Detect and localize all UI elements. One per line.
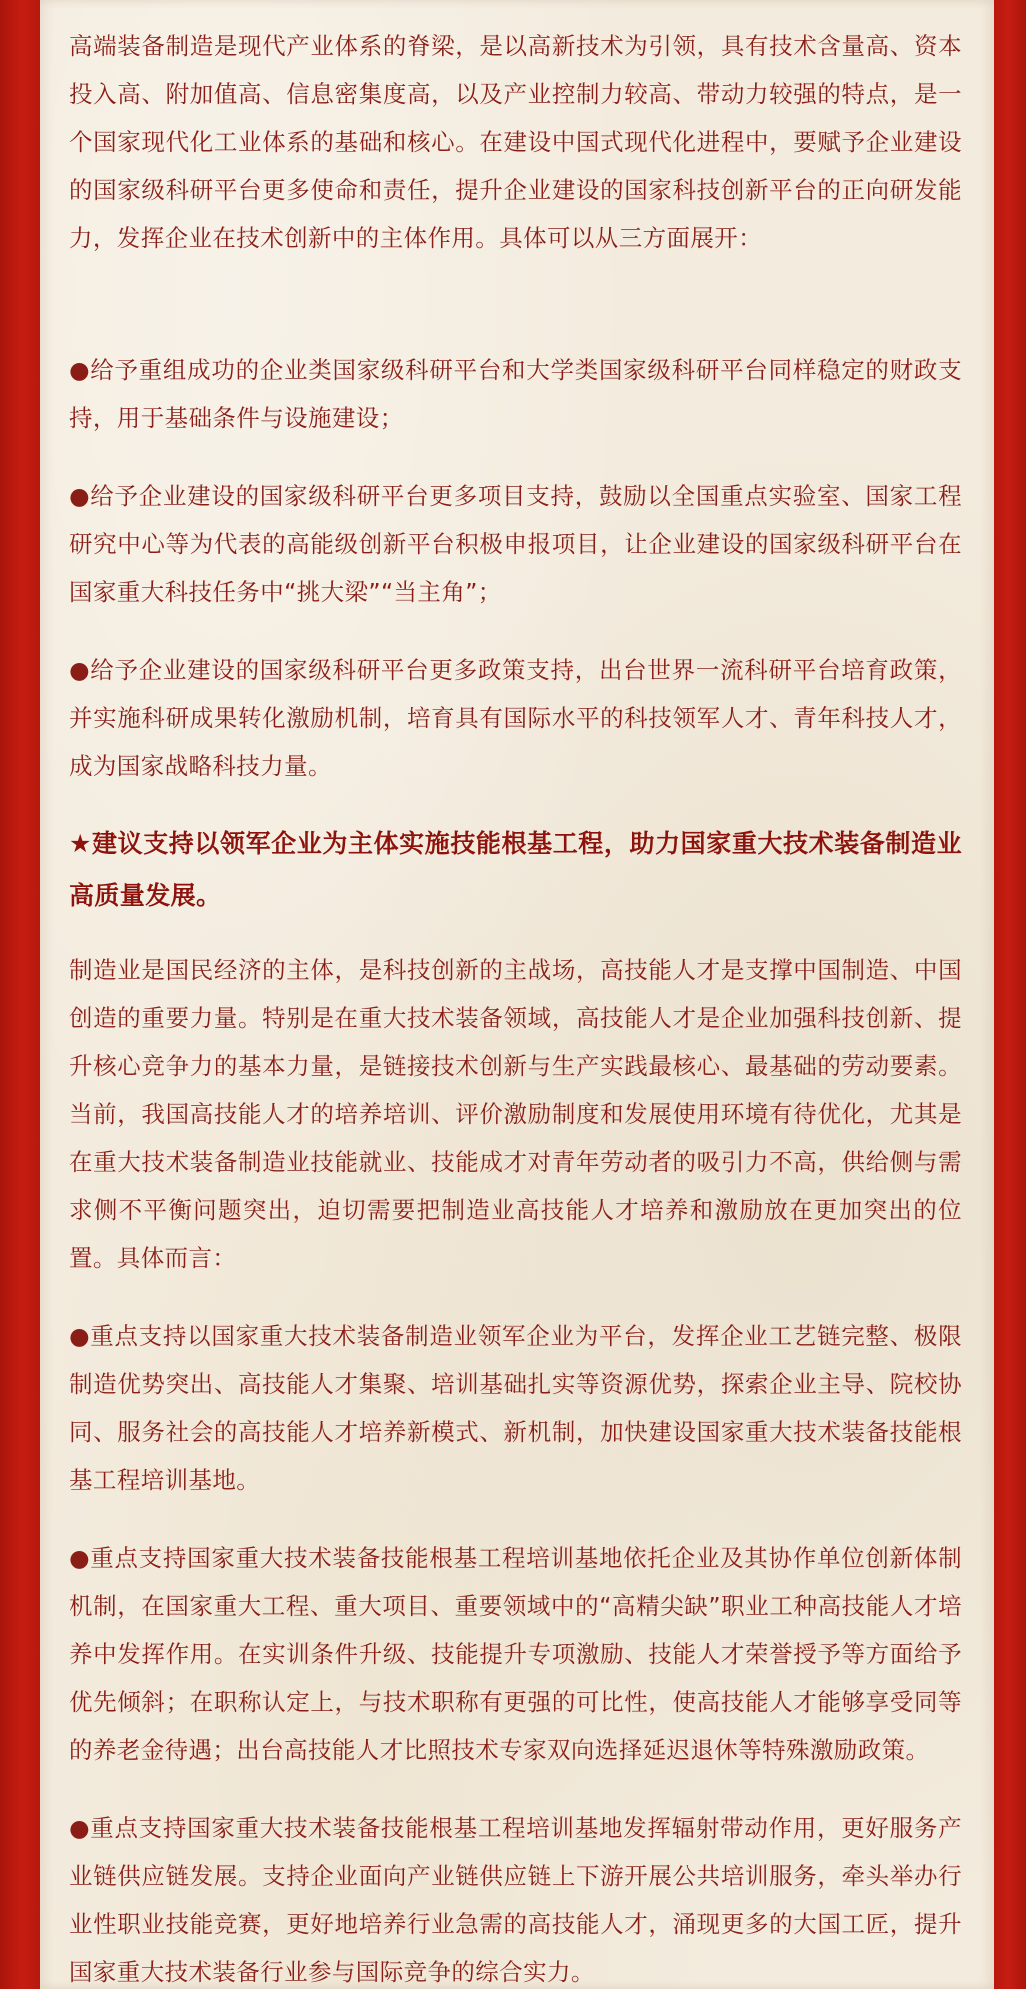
bullet-item: ●给予企业建设的国家级科研平台更多项目支持，鼓励以全国重点实验室、国家工程研究中心等为代表的高能级创新平台积极申报项目，让企业建设的国家级科研平台在国家重大科技任务中“挑大梁”“当主角”； <box>69 482 962 606</box>
intro-paragraph: 高端装备制造是现代产业体系的脊梁，是以高新技术为引领，具有技术含量高、资本投入高、附加值高、信息密集度高，以及产业控制力较高、带动力较强的特点，是一个国家现代化工业体系的基础和核心。在建设中国式现代化进程中，要赋予企业建设的国家级科研平台更多使命和责任，提升企业建设的国家科技创新平台的正向研发能力，发挥企业在技术创新中的主体作用。具体可以从三方面展开： <box>69 32 962 252</box>
bullet-item: ●重点支持国家重大技术装备技能根基工程培训基地依托企业及其协作单位创新体制机制，在国家重大工程、重大项目、重要领域中的“高精尖缺”职业工种高技能人才培养中发挥作用。在实训条件升级、技能提升专项激励、技能人才荣誉授予等方面给予优先倾斜；在职称认定上，与技术职称有更强的可比性，使高技能人才能够享受同等的养老金待遇；出台高技能人才比照技术专家双向选择延迟退休等特殊激励政策。 <box>69 1544 962 1764</box>
section-heading: ★建议支持以领军企业为主体实施技能根基工程，助力国家重大技术装备制造业高质量发展。 <box>69 829 962 910</box>
right-red-border <box>994 0 1026 1989</box>
bullet-item: ●重点支持以国家重大技术装备制造业领军企业为平台，发挥企业工艺链完整、极限制造优势突出、高技能人才集聚、培训基础扎实等资源优势，探索企业主导、院校协同、服务社会的高技能人才培养新模式、新机制，加快建设国家重大技术装备技能根基工程培训基地。 <box>69 1322 962 1494</box>
body-paragraph: 制造业是国民经济的主体，是科技创新的主战场，高技能人才是支撑中国制造、中国创造的重要力量。特别是在重大技术装备领域，高技能人才是企业加强科技创新、提升核心竞争力的基本力量，是链接技术创新与生产实践最核心、最基础的劳动要素。当前，我国高技能人才的培养培训、评价激励制度和发展使用环境有待优化，尤其是在重大技术装备制造业技能就业、技能成才对青年劳动者的吸引力不高，供给侧与需求侧不平衡问题突出，迫切需要把制造业高技能人才培养和激励放在更加突出的位置。具体而言： <box>69 956 962 1272</box>
article-body <box>69 22 962 1989</box>
bullet-item: ●给予重组成功的企业类国家级科研平台和大学类国家级科研平台同样稳定的财政支持，用于基础条件与设施建设； <box>69 356 962 432</box>
left-red-border <box>0 0 40 1989</box>
bullet-item: ●给予企业建设的国家级科研平台更多政策支持，出台世界一流科研平台培育政策，并实施科研成果转化激励机制，培育具有国际水平的科技领军人才、青年科技人才，成为国家战略科技力量。 <box>69 656 962 780</box>
bullet-item: ●重点支持国家重大技术装备技能根基工程培训基地发挥辐射带动作用，更好服务产业链供应链发展。支持企业面向产业链供应链上下游开展公共培训服务，牵头举办行业性职业技能竞赛，更好地培养行业急需的高技能人才，涌现更多的大国工匠，提升国家重大技术装备行业参与国际竞争的综合实力。 <box>69 1814 962 1986</box>
